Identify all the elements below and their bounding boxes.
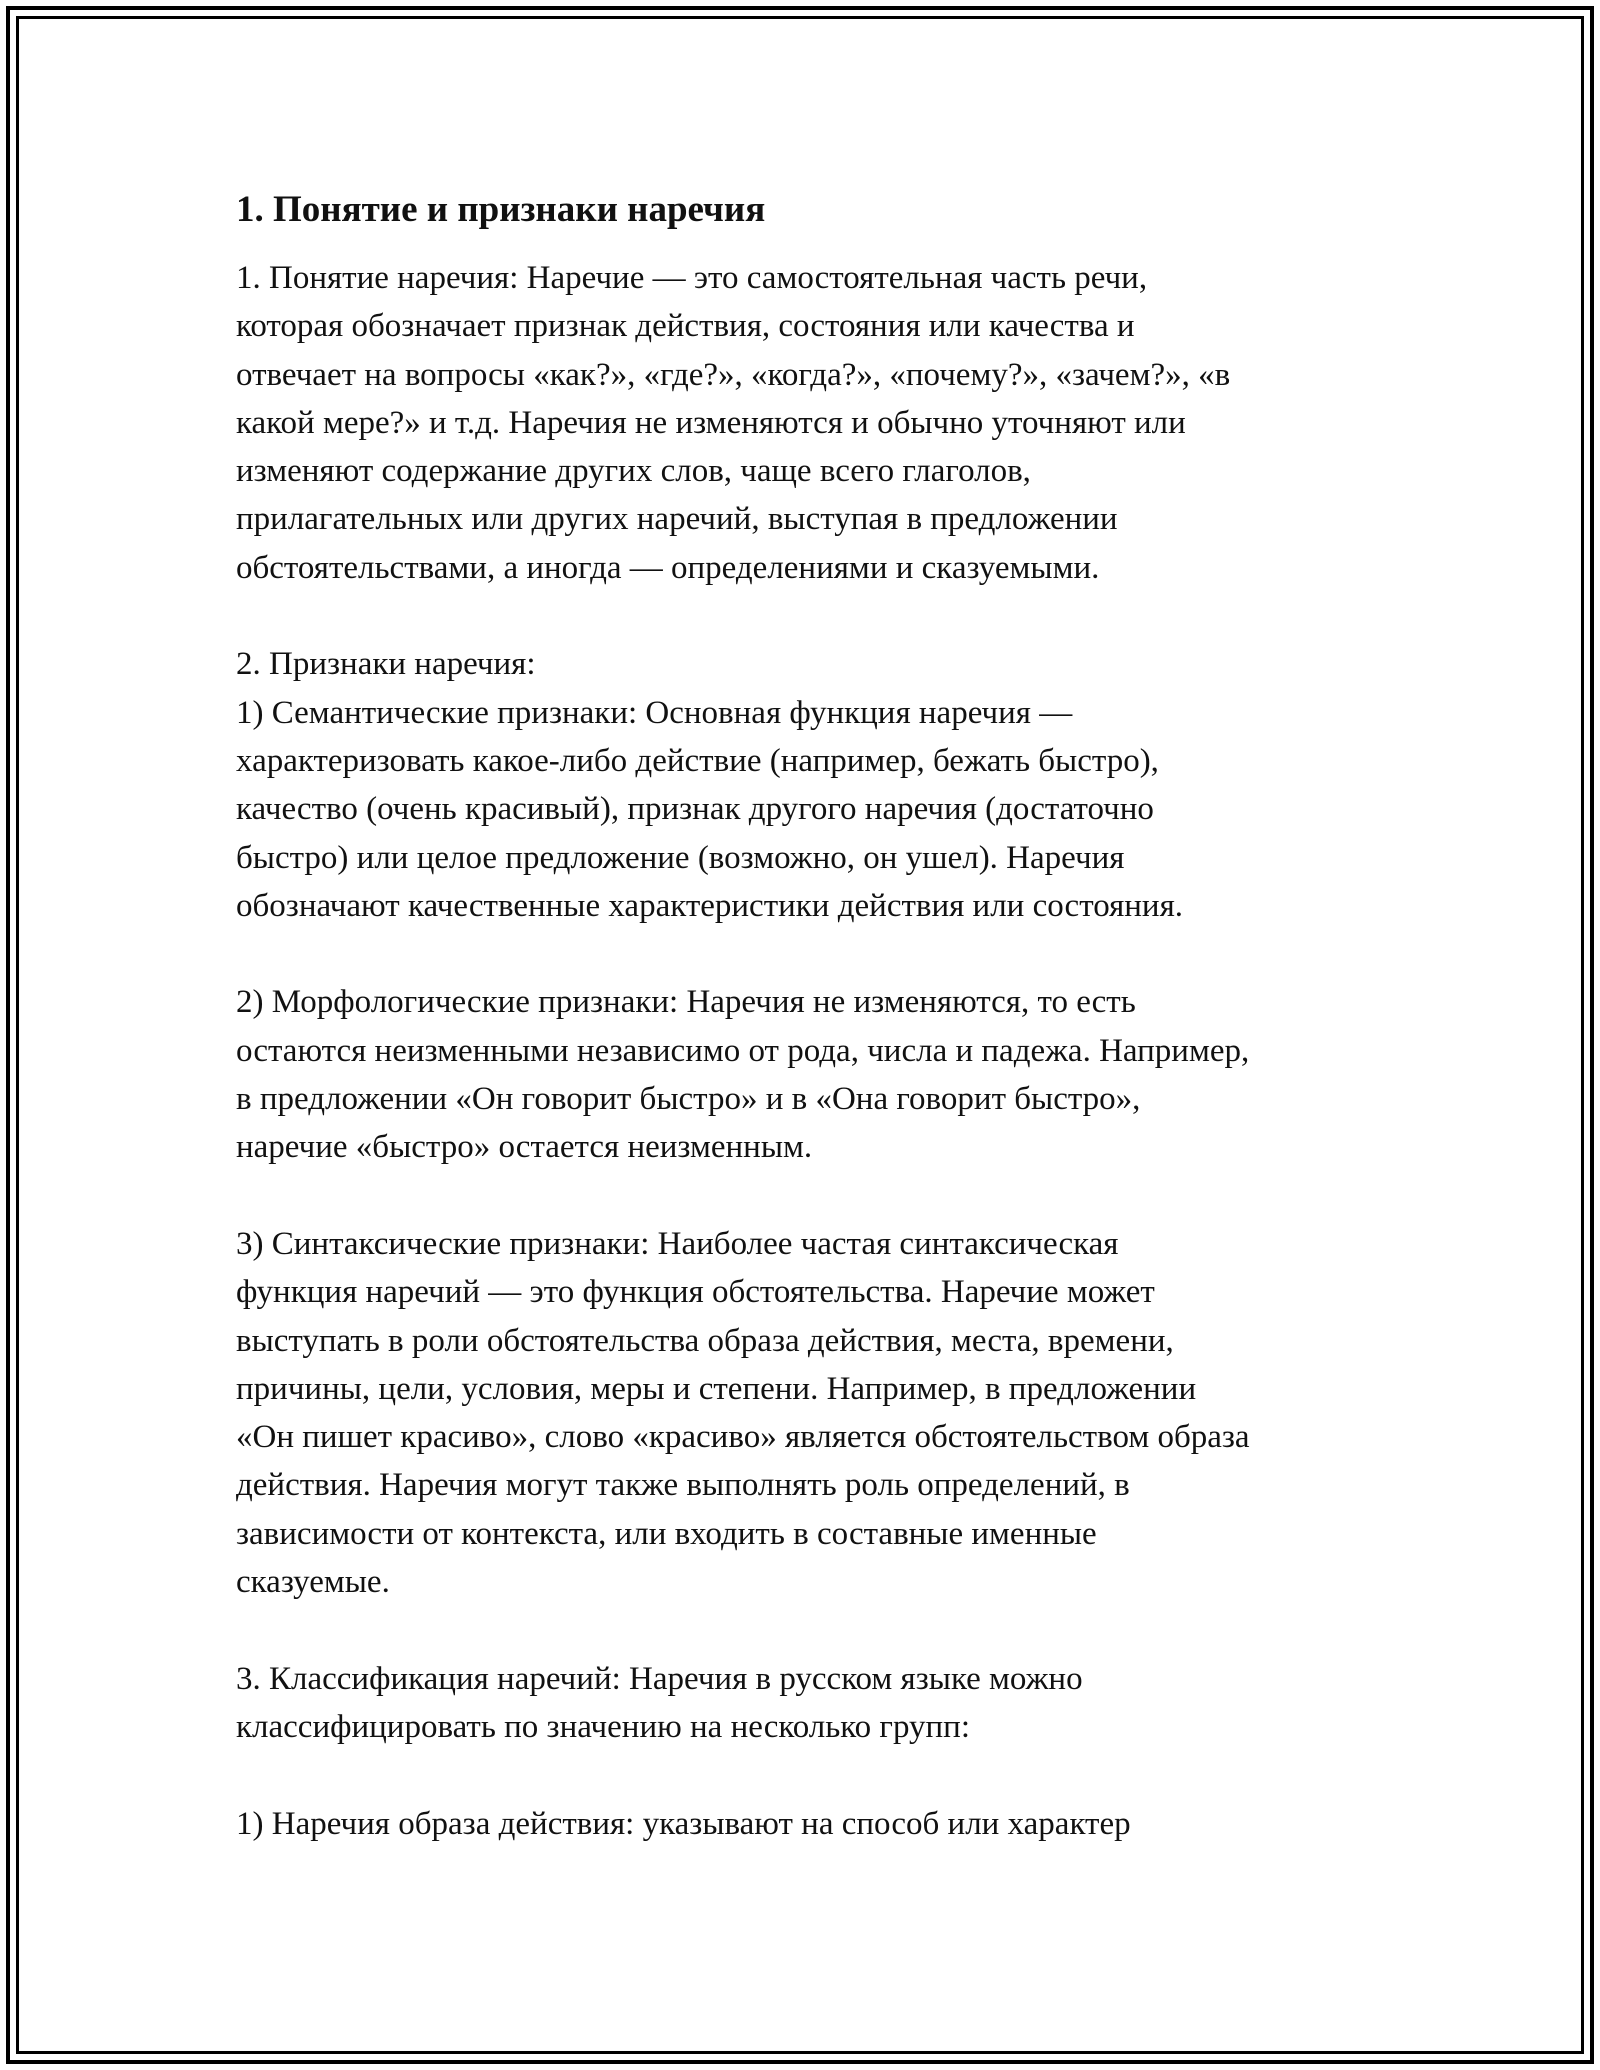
paragraph-spacer bbox=[236, 1606, 1376, 1654]
document-title: 1. Понятие и признаки наречия bbox=[236, 189, 766, 230]
paragraph-spacer bbox=[236, 1751, 1376, 1799]
paragraph-classification-item-1: 1) Наречия образа действия: указывают на способ или характер bbox=[236, 1805, 1131, 1842]
paragraph-features-syntactic: 3) Синтаксические признаки: Наиболее частая синтаксическая функция наречий — это функция обстоятельства. Наречие может выступать в роли обстоятельства образа действия, места, времени, причины, цели, условия, меры и степени. Например, в предложении «Он пишет красиво», слово «красиво» является обстоятельством образа действия. Наречия могут также выполнять роль определений, в зависимости от контекста, или входить в составные именные сказуемые. bbox=[236, 1225, 1250, 1601]
paragraph-spacer bbox=[236, 1172, 1376, 1220]
paragraph-features-semantic: 2. Признаки наречия: 1) Семантические признаки: Основная функция наречия — характеризовать какое-либо действие (например, бежать быстро), качество (очень красивый), признак другого наречия (достаточно быстро) или целое предложение (возможно, он ушел). Наречия обозначают качественные характеристики действия или состояния. bbox=[236, 646, 1183, 924]
paragraph-features-morphological: 2) Морфологические признаки: Наречия не изменяются, то есть остаются неизменными независимо от рода, числа и падежа. Например, в предложении «Он говорит быстро» и в «Она говорит быстро», наречие «быстро» остается неизменным. bbox=[236, 984, 1250, 1166]
paragraph-spacer bbox=[236, 592, 1376, 640]
paragraph-spacer bbox=[236, 930, 1376, 978]
paragraph-classification: 3. Классификация наречий: Наречия в русском языке можно классифицировать по значению на несколько групп: bbox=[236, 1660, 1083, 1745]
document-page bbox=[236, 186, 1376, 1848]
paragraph-definition: 1. Понятие наречия: Наречие — это самостоятельная часть речи, которая обозначает признак действия, состояния или качества и отвечает на вопросы «как?», «где?», «когда?», «почему?», «зачем?», «в какой мере?» и т.д. Наречия не изменяются и обычно уточняют или изменяют содержание других слов, чаще всего глаголов, прилагательных или других наречий, выступая в предложении обстоятельствами, а иногда — определениями и сказуемыми. bbox=[236, 260, 1231, 586]
